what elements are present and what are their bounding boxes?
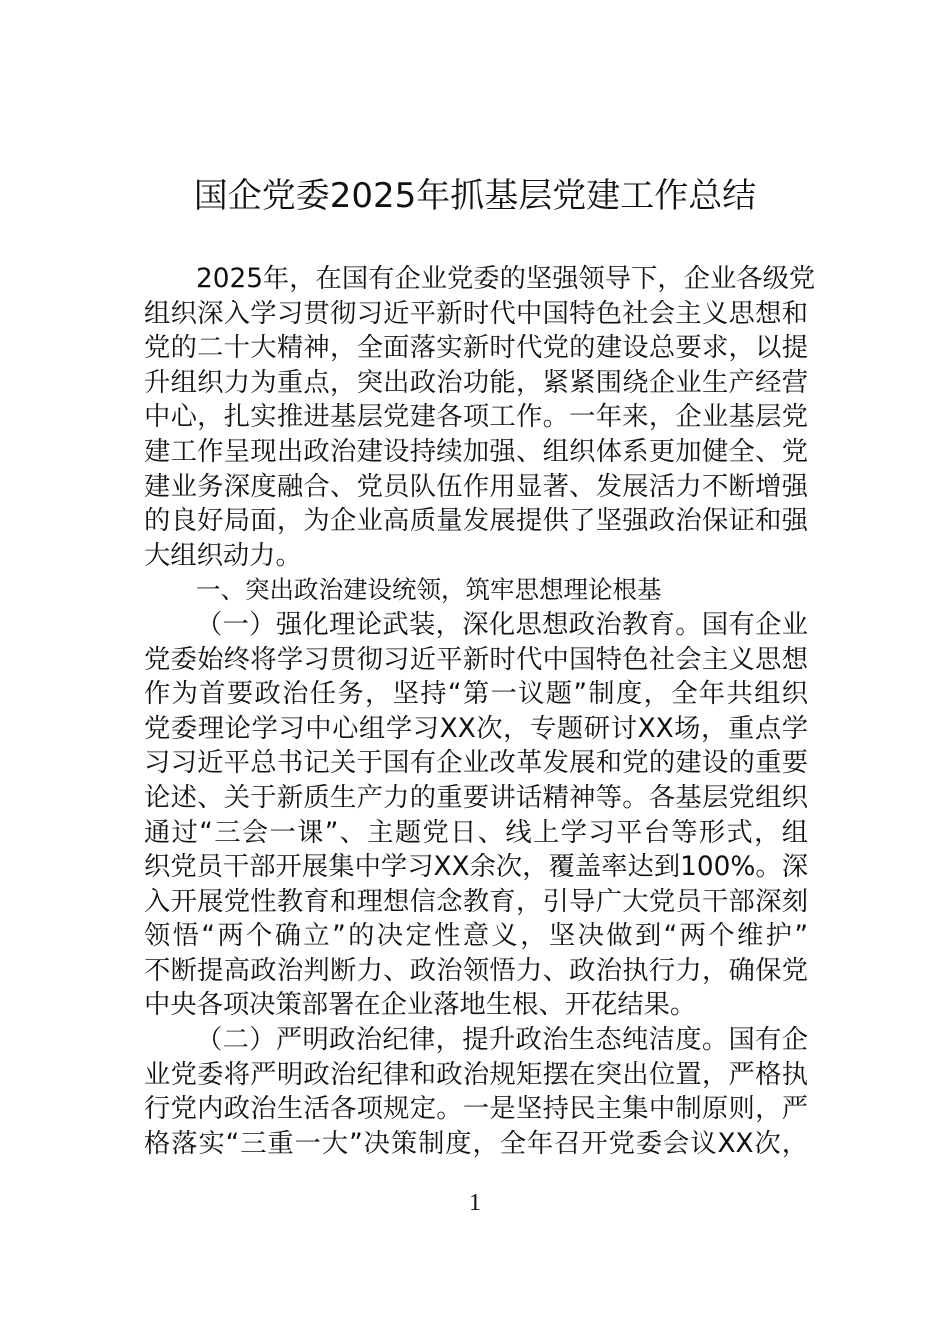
document-body [144, 262, 816, 1161]
subsection-1-line: 通过“三会一课”、主题党日、线上学习平台等形式，组 [144, 817, 808, 848]
subsection-1-line: 论述、关于新质生产力的重要讲话精神等。各基层党组织 [144, 782, 808, 813]
page-number: 1 [469, 1190, 481, 1216]
subsection-2-line: 格落实“三重一大”决策制度，全年召开党委会议XX次， [144, 1128, 808, 1159]
paragraph-intro-line: 组织深入学习贯彻习近平新时代中国特色社会主义思想和 [144, 298, 808, 329]
paragraph-intro-line: 中心，扎实推进基层党建各项工作。一年来，企业基层党 [144, 402, 808, 433]
paragraph-intro-line: 的良好局面，为企业高质量发展提供了坚强政治保证和强 [144, 506, 808, 537]
subsection-1-line: 织党员干部开展集中学习XX余次，覆盖率达到100%。深 [144, 852, 808, 883]
subsection-1-line: 不断提高政治判断力、政治领悟力、政治执行力，确保党 [144, 955, 808, 986]
paragraph-intro-line: 建工作呈现出政治建设持续加强、组织体系更加健全、党 [144, 436, 808, 467]
paragraph-intro-line: 党的二十大精神，全面落实新时代党的建设总要求，以提 [144, 333, 808, 364]
section-heading-1: 一、突出政治建设统领，筑牢思想理论根基 [196, 575, 662, 605]
paragraph-intro-line: 建业务深度融合、党员队伍作用显著、发展活力不断增强 [144, 471, 808, 502]
subsection-1-line: 领悟“两个确立”的决定性意义，坚决做到“两个维护” [144, 921, 808, 952]
subsection-1-line: 党委理论学习中心组学习XX次，专题研讨XX场，重点学 [144, 713, 808, 744]
subsection-1-line: 党委始终将学习贯彻习近平新时代中国特色社会主义思想 [144, 644, 808, 675]
subsection-2-line: 行党内政治生活各项规定。一是坚持民主集中制原则，严 [144, 1094, 808, 1125]
subsection-2-line: 业党委将严明政治纪律和政治规矩摆在突出位置，严格执 [144, 1059, 808, 1090]
subsection-1-line: 作为首要政治任务，坚持“第一议题”制度，全年共组织 [144, 679, 808, 710]
subsection-1-line: 入开展党性教育和理想信念教育，引导广大党员干部深刻 [144, 886, 808, 917]
document-title: 国企党委2025年抓基层党建工作总结 [193, 176, 757, 216]
subsection-1-line: 习习近平总书记关于国有企业改革发展和党的建设的重要 [144, 748, 808, 779]
paragraph-intro-line: 大组织动力。 [144, 540, 302, 571]
paragraph-intro-line: 升组织力为重点，突出政治功能，紧紧围绕企业生产经营 [144, 367, 808, 398]
subsection-1-line: （一）强化理论武装，深化思想政治教育。国有企业 [196, 609, 808, 640]
paragraph-intro-line: 2025年，在国有企业党委的坚强领导下，企业各级党 [196, 264, 816, 294]
subsection-2-line: （二）严明政治纪律，提升政治生态纯洁度。国有企 [196, 1025, 808, 1056]
subsection-1-line: 中央各项决策部署在企业落地生根、开花结果。 [144, 990, 697, 1021]
